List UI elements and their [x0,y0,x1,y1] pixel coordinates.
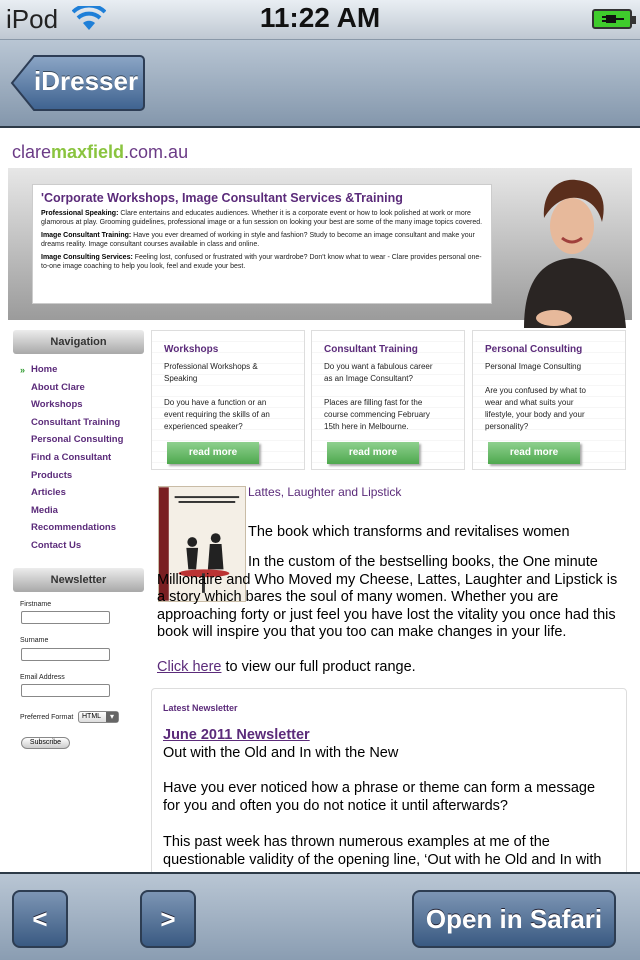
read-more-button[interactable]: read more [167,442,259,464]
back-button[interactable] [10,54,146,112]
web-content[interactable] [0,130,640,872]
sidebar-item-personal-consulting[interactable]: Personal Consulting [31,434,124,446]
charging-plug-icon [602,11,626,27]
sidebar-item-home[interactable]: Home [31,364,58,375]
sidebar-item-about-clare[interactable]: About Clare [31,381,85,393]
hero-title: 'Corporate Workshops, Image Consultant Services &Training [41,191,403,205]
newsletter-heading: Newsletter [13,568,144,592]
card-text: Professional Workshops & Speaking Do you have a function or an event requiring the skills of an experienced speaker? [164,362,270,431]
click-here-link[interactable]: Click here [157,659,222,675]
navigation-heading: Navigation [13,330,144,354]
browser-back-button[interactable]: < [12,890,68,948]
sidebar-item-consultant-training[interactable]: Consultant Training [31,416,121,428]
hero-paragraph: Image Consultant Training: Have you ever dreamed of working in style and fashion? Study to become an image consultant and make your dreams reality. Image consultant courses available in class and online. [41,232,475,248]
sidebar-item-find-a-consultant[interactable]: Find a Consultant [31,451,112,463]
sidebar-item-media[interactable]: Media [31,504,58,516]
card-workshops [151,330,305,470]
book-description: In the custom of the bestselling books, the One minute Millionaire and Who Moved my Cheese, Lattes, Laughter and Lipstick is a story which bares the soul of many women. Whether you are approaching forty or just feel you have lost the vitality you once had this book will inspire you that you too can make changes in your life. [157,554,618,641]
hero-paragraph: Image Consulting Services: Feeling lost, confused or frustrated with your wardrobe? Don't know what to wear - Clare provides personal one-to-one image coaching to help you look, feel and exude your best. [41,254,482,270]
newsletter-paragraph: This past week has thrown numerous examples at me of the questionable validity of the opening line, ‘Out with he Old and In with [163,834,602,868]
card-title[interactable]: Workshops [164,344,219,355]
surname-label: Surname [20,637,49,644]
email-label: Email Address [20,674,65,681]
newsletter-label: Latest Newsletter [163,703,238,713]
back-button-label: iDresser [34,66,139,96]
card-text: Do you want a fabulous career as an Image Consultant? Places are filling fast for the course commencing February 15th here in Melbourne. [324,362,433,431]
clock: 11:22 AM [259,2,381,33]
card-text: Personal Image Consulting Are you confused by what to wear and what suits your lifestyle, your body and your personality? [485,362,586,431]
hero-text-box [32,184,492,304]
navigation-bar [0,40,640,128]
format-label: Preferred Format [20,714,74,721]
format-select[interactable]: HTML ▾ [78,711,119,723]
card-title[interactable]: Personal Consulting [485,344,583,355]
status-bar [0,0,640,40]
read-more-button[interactable]: read more [488,442,580,464]
sidebar-item-workshops[interactable]: Workshops [31,399,83,411]
surname-field[interactable] [21,648,110,661]
hero-paragraph: Professional Speaking: Clare entertains and educates audiences. Whether it is a corporate event or how to look polished at work or more glamorous at play. Grooming guidelines, professional image or a fun session on looking your best are some of the many image topics covered. [41,210,483,226]
open-in-safari-button[interactable]: Open in Safari [412,890,616,948]
sidebar-item-articles[interactable]: Articles [31,487,66,499]
card-personal-consulting [472,330,626,470]
firstname-label: Firstname [20,601,52,608]
site-logo[interactable]: claremaxfield.com.au [12,142,189,162]
email-field[interactable] [21,684,110,697]
sidebar-item-products[interactable]: Products [31,469,73,481]
portrait-photo [514,168,632,328]
card-title[interactable]: Consultant Training [324,344,418,355]
product-range-line: Click here to view our full product range. [157,659,416,675]
current-page-arrow-icon: » [20,365,26,375]
newsletter-title-link[interactable]: June 2011 Newsletter [163,727,310,743]
sidebar-item-recommendations[interactable]: Recommendations [31,522,116,534]
browser-forward-button[interactable]: > [140,890,196,948]
bottom-toolbar [0,872,640,960]
hero-banner [8,168,632,320]
read-more-button[interactable]: read more [327,442,419,464]
subscribe-button[interactable]: Subscribe [21,737,70,749]
sidebar-item-contact-us[interactable]: Contact Us [31,539,82,551]
carrier-label: iPod [6,4,59,34]
newsletter-subtitle: Out with the Old and In with the New [163,745,399,761]
newsletter-paragraph: Have you ever noticed how a phrase or theme can form a message for you and often you do not notice it until afterwards? [163,780,596,814]
card-consultant-training [311,330,465,470]
book-title: Lattes, Laughter and Lipstick [248,485,402,499]
firstname-field[interactable] [21,611,110,624]
sidebar-nav [31,364,151,558]
book-tagline: The book which transforms and revitalises women [248,524,570,540]
